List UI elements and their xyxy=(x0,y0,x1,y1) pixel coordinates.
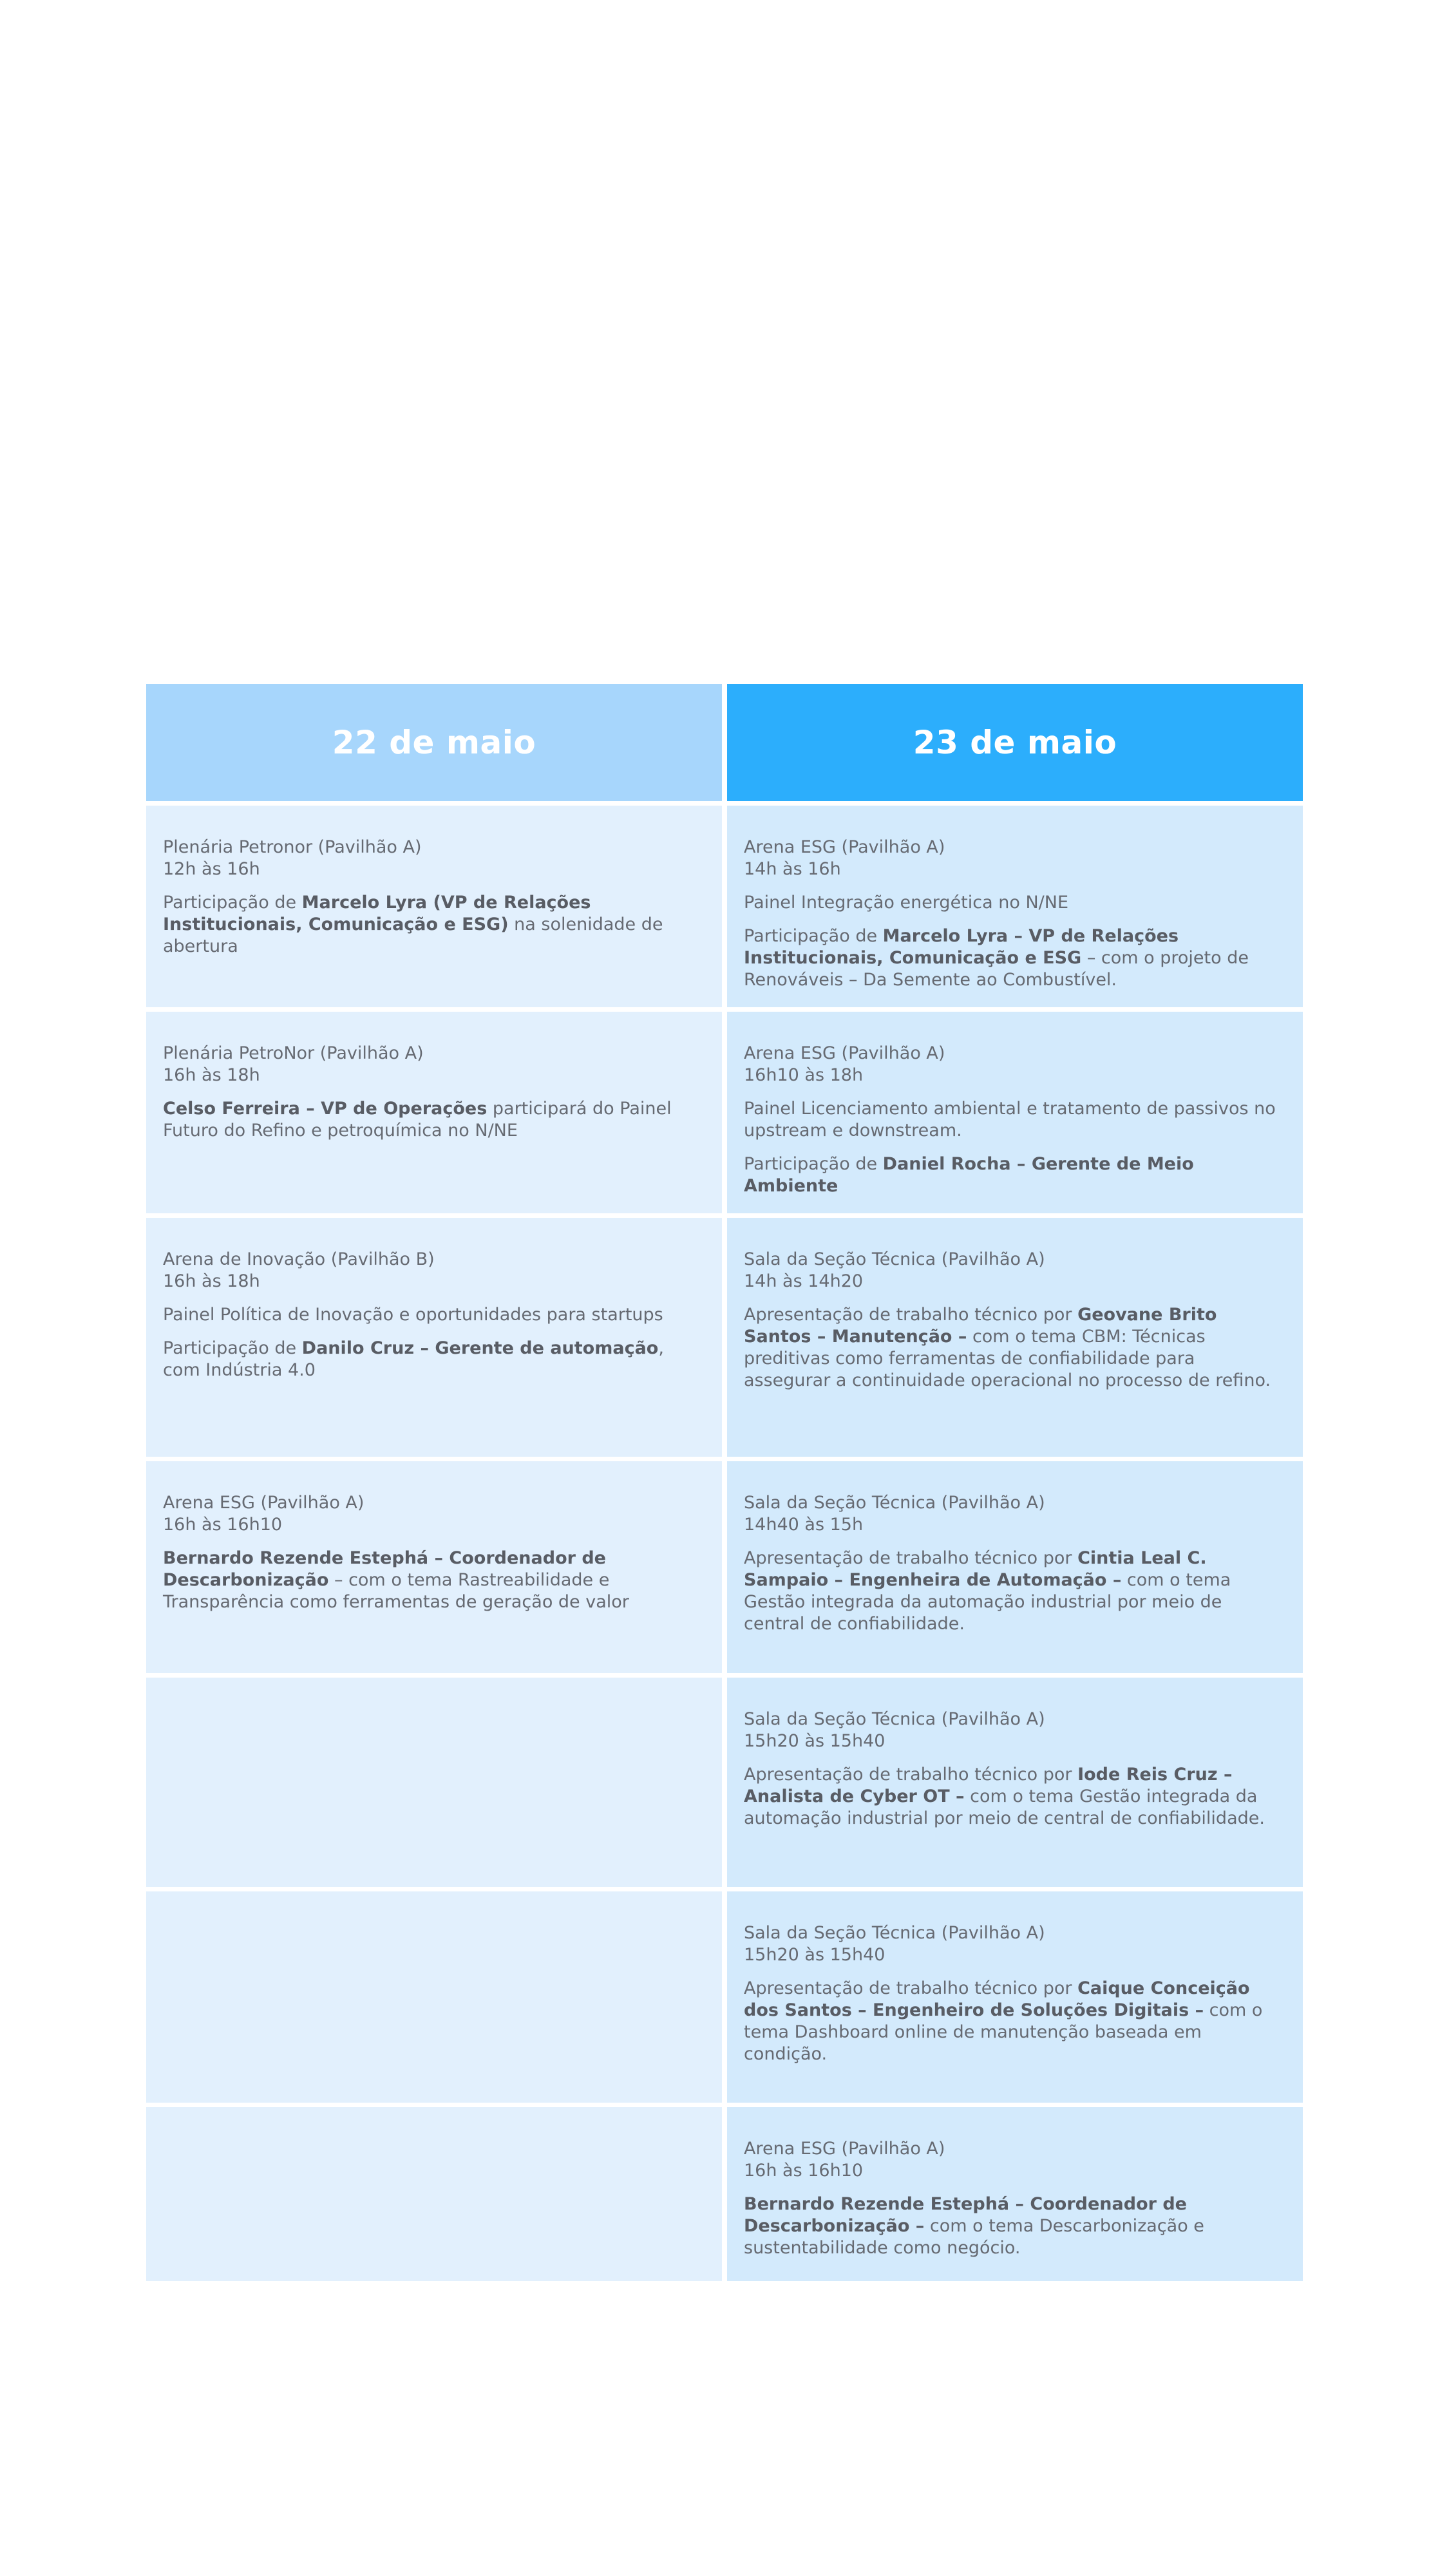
speaker-name: Iode Reis Cruz – Analista de Cyber OT – xyxy=(744,1765,1233,1806)
event-description: Apresentação de trabalho técnico por Caique Conceição dos Santos – Engenheiro de Soluções Digitais – com o tema Dashboard online de manutenção baseada em condição. xyxy=(744,1978,1263,2064)
event-description: Apresentação de trabalho técnico por Geovane Brito Santos – Manutenção – com o tema CBM: Técnicas preditivas como ferramentas de confiabilidade para assegurar a continuidade operacional no processo de refino. xyxy=(744,1305,1271,1390)
event-venue: Sala da Seção Técnica (Pavilhão A) xyxy=(744,1249,1045,1269)
speaker-name: Danilo Cruz – Gerente de automação xyxy=(301,1338,659,1358)
event-cell xyxy=(146,806,722,1007)
event-cell xyxy=(727,1012,1303,1213)
event-description: Apresentação de trabalho técnico por Iode Reis Cruz – Analista de Cyber OT – com o tema Gestão integrada da automação industrial por meio de central de confiabilidade. xyxy=(744,1765,1265,1828)
empty-cell xyxy=(146,1891,722,2103)
event-cell xyxy=(146,1461,722,1673)
speaker-name: Cintia Leal C. Sampaio – Engenheira de Automação – xyxy=(744,1548,1207,1590)
speaker-name: Caique Conceição dos Santos – Engenheiro de Soluções Digitais – xyxy=(744,1978,1250,2020)
event-description: Bernardo Rezende Estephá – Coordenador de Descarbonização – com o tema Rastreabilidade e Transparência como ferramentas de geração de valor xyxy=(163,1548,629,1612)
event-time: 14h às 14h20 xyxy=(744,1271,864,1291)
event-cell xyxy=(727,1218,1303,1457)
event-time: 16h às 16h10 xyxy=(163,1515,283,1535)
schedule-row xyxy=(146,1891,1303,2103)
event-venue: Arena ESG (Pavilhão A) xyxy=(163,1493,365,1513)
event-description: Apresentação de trabalho técnico por Cintia Leal C. Sampaio – Engenheira de Automação – com o tema Gestão integrada da automação industrial por meio de central de confiabilidade. xyxy=(744,1548,1231,1634)
speaker-name: Bernardo Rezende Estephá – Coordenador de Descarbonização xyxy=(163,1548,606,1590)
event-description: Participação de Marcelo Lyra (VP de Relações Institucionais, Comunicação e ESG) na solenidade de abertura xyxy=(163,893,663,956)
event-description: Participação de Daniel Rocha – Gerente de Meio Ambiente xyxy=(744,1154,1194,1196)
event-cell xyxy=(727,1891,1303,2103)
event-time: 16h às 18h xyxy=(163,1065,260,1085)
event-panel: Painel Política de Inovação e oportunidades para startups xyxy=(163,1305,663,1325)
schedule-row xyxy=(146,1461,1303,1673)
event-description: Participação de Marcelo Lyra – VP de Relações Institucionais, Comunicação e ESG – com o projeto de Renováveis – Da Semente ao Combustível. xyxy=(744,926,1249,990)
event-time: 16h às 18h xyxy=(163,1271,260,1291)
schedule-table xyxy=(146,684,1303,2281)
empty-cell xyxy=(146,2107,722,2281)
event-venue: Sala da Seção Técnica (Pavilhão A) xyxy=(744,1923,1045,1943)
event-description: Bernardo Rezende Estephá – Coordenador de Descarbonização – com o tema Descarbonização e sustentabilidade como negócio. xyxy=(744,2194,1204,2258)
event-cell xyxy=(727,1678,1303,1887)
event-cell xyxy=(146,1218,722,1457)
event-venue: Sala da Seção Técnica (Pavilhão A) xyxy=(744,1493,1045,1513)
event-time: 16h10 às 18h xyxy=(744,1065,864,1085)
empty-cell xyxy=(146,1678,722,1887)
day-header-22-may xyxy=(146,684,722,801)
day-header-23-may xyxy=(727,684,1303,801)
event-cell xyxy=(146,1012,722,1213)
event-venue: Arena ESG (Pavilhão A) xyxy=(744,2139,945,2159)
schedule-row xyxy=(146,1678,1303,1887)
event-venue: Plenária PetroNor (Pavilhão A) xyxy=(163,1043,424,1063)
event-venue: Arena ESG (Pavilhão A) xyxy=(744,837,945,857)
schedule-row xyxy=(146,2107,1303,2281)
event-cell xyxy=(727,1461,1303,1673)
event-description: Participação de Danilo Cruz – Gerente de automação, com Indústria 4.0 xyxy=(163,1338,664,1380)
event-time: 14h às 16h xyxy=(744,859,841,879)
speaker-name: Geovane Brito Santos – Manutenção – xyxy=(744,1305,1217,1347)
event-time: 14h40 às 15h xyxy=(744,1515,864,1535)
event-venue: Sala da Seção Técnica (Pavilhão A) xyxy=(744,1709,1045,1729)
speaker-name: Daniel Rocha – Gerente de Meio Ambiente xyxy=(744,1154,1194,1196)
schedule-row xyxy=(146,806,1303,1007)
day-title: 23 de maio xyxy=(913,724,1117,761)
schedule-header-row xyxy=(146,684,1303,801)
speaker-name: Marcelo Lyra – VP de Relações Institucionais, Comunicação e ESG xyxy=(744,926,1179,968)
speaker-name: Bernardo Rezende Estephá – Coordenador de Descarbonização – xyxy=(744,2194,1187,2236)
event-panel: Painel Integração energética no N/NE xyxy=(744,893,1069,913)
event-panel: Painel Licenciamento ambiental e tratamento de passivos no upstream e downstream. xyxy=(744,1099,1276,1141)
speaker-name: Marcelo Lyra (VP de Relações Institucionais, Comunicação e ESG) xyxy=(163,893,591,934)
event-time: 12h às 16h xyxy=(163,859,260,879)
event-time: 15h20 às 15h40 xyxy=(744,1731,886,1751)
schedule-row xyxy=(146,1218,1303,1457)
event-venue: Plenária Petronor (Pavilhão A) xyxy=(163,837,422,857)
event-venue: Arena ESG (Pavilhão A) xyxy=(744,1043,945,1063)
day-title: 22 de maio xyxy=(332,724,536,761)
event-time: 16h às 16h10 xyxy=(744,2161,864,2181)
event-venue: Arena de Inovação (Pavilhão B) xyxy=(163,1249,435,1269)
schedule-row xyxy=(146,1012,1303,1213)
speaker-name: Celso Ferreira – VP de Operações xyxy=(163,1099,488,1119)
event-cell xyxy=(727,2107,1303,2281)
event-cell xyxy=(727,806,1303,1007)
event-time: 15h20 às 15h40 xyxy=(744,1945,886,1965)
event-description: Celso Ferreira – VP de Operações participará do Painel Futuro do Refino e petroquímica no N/NE xyxy=(163,1099,672,1141)
